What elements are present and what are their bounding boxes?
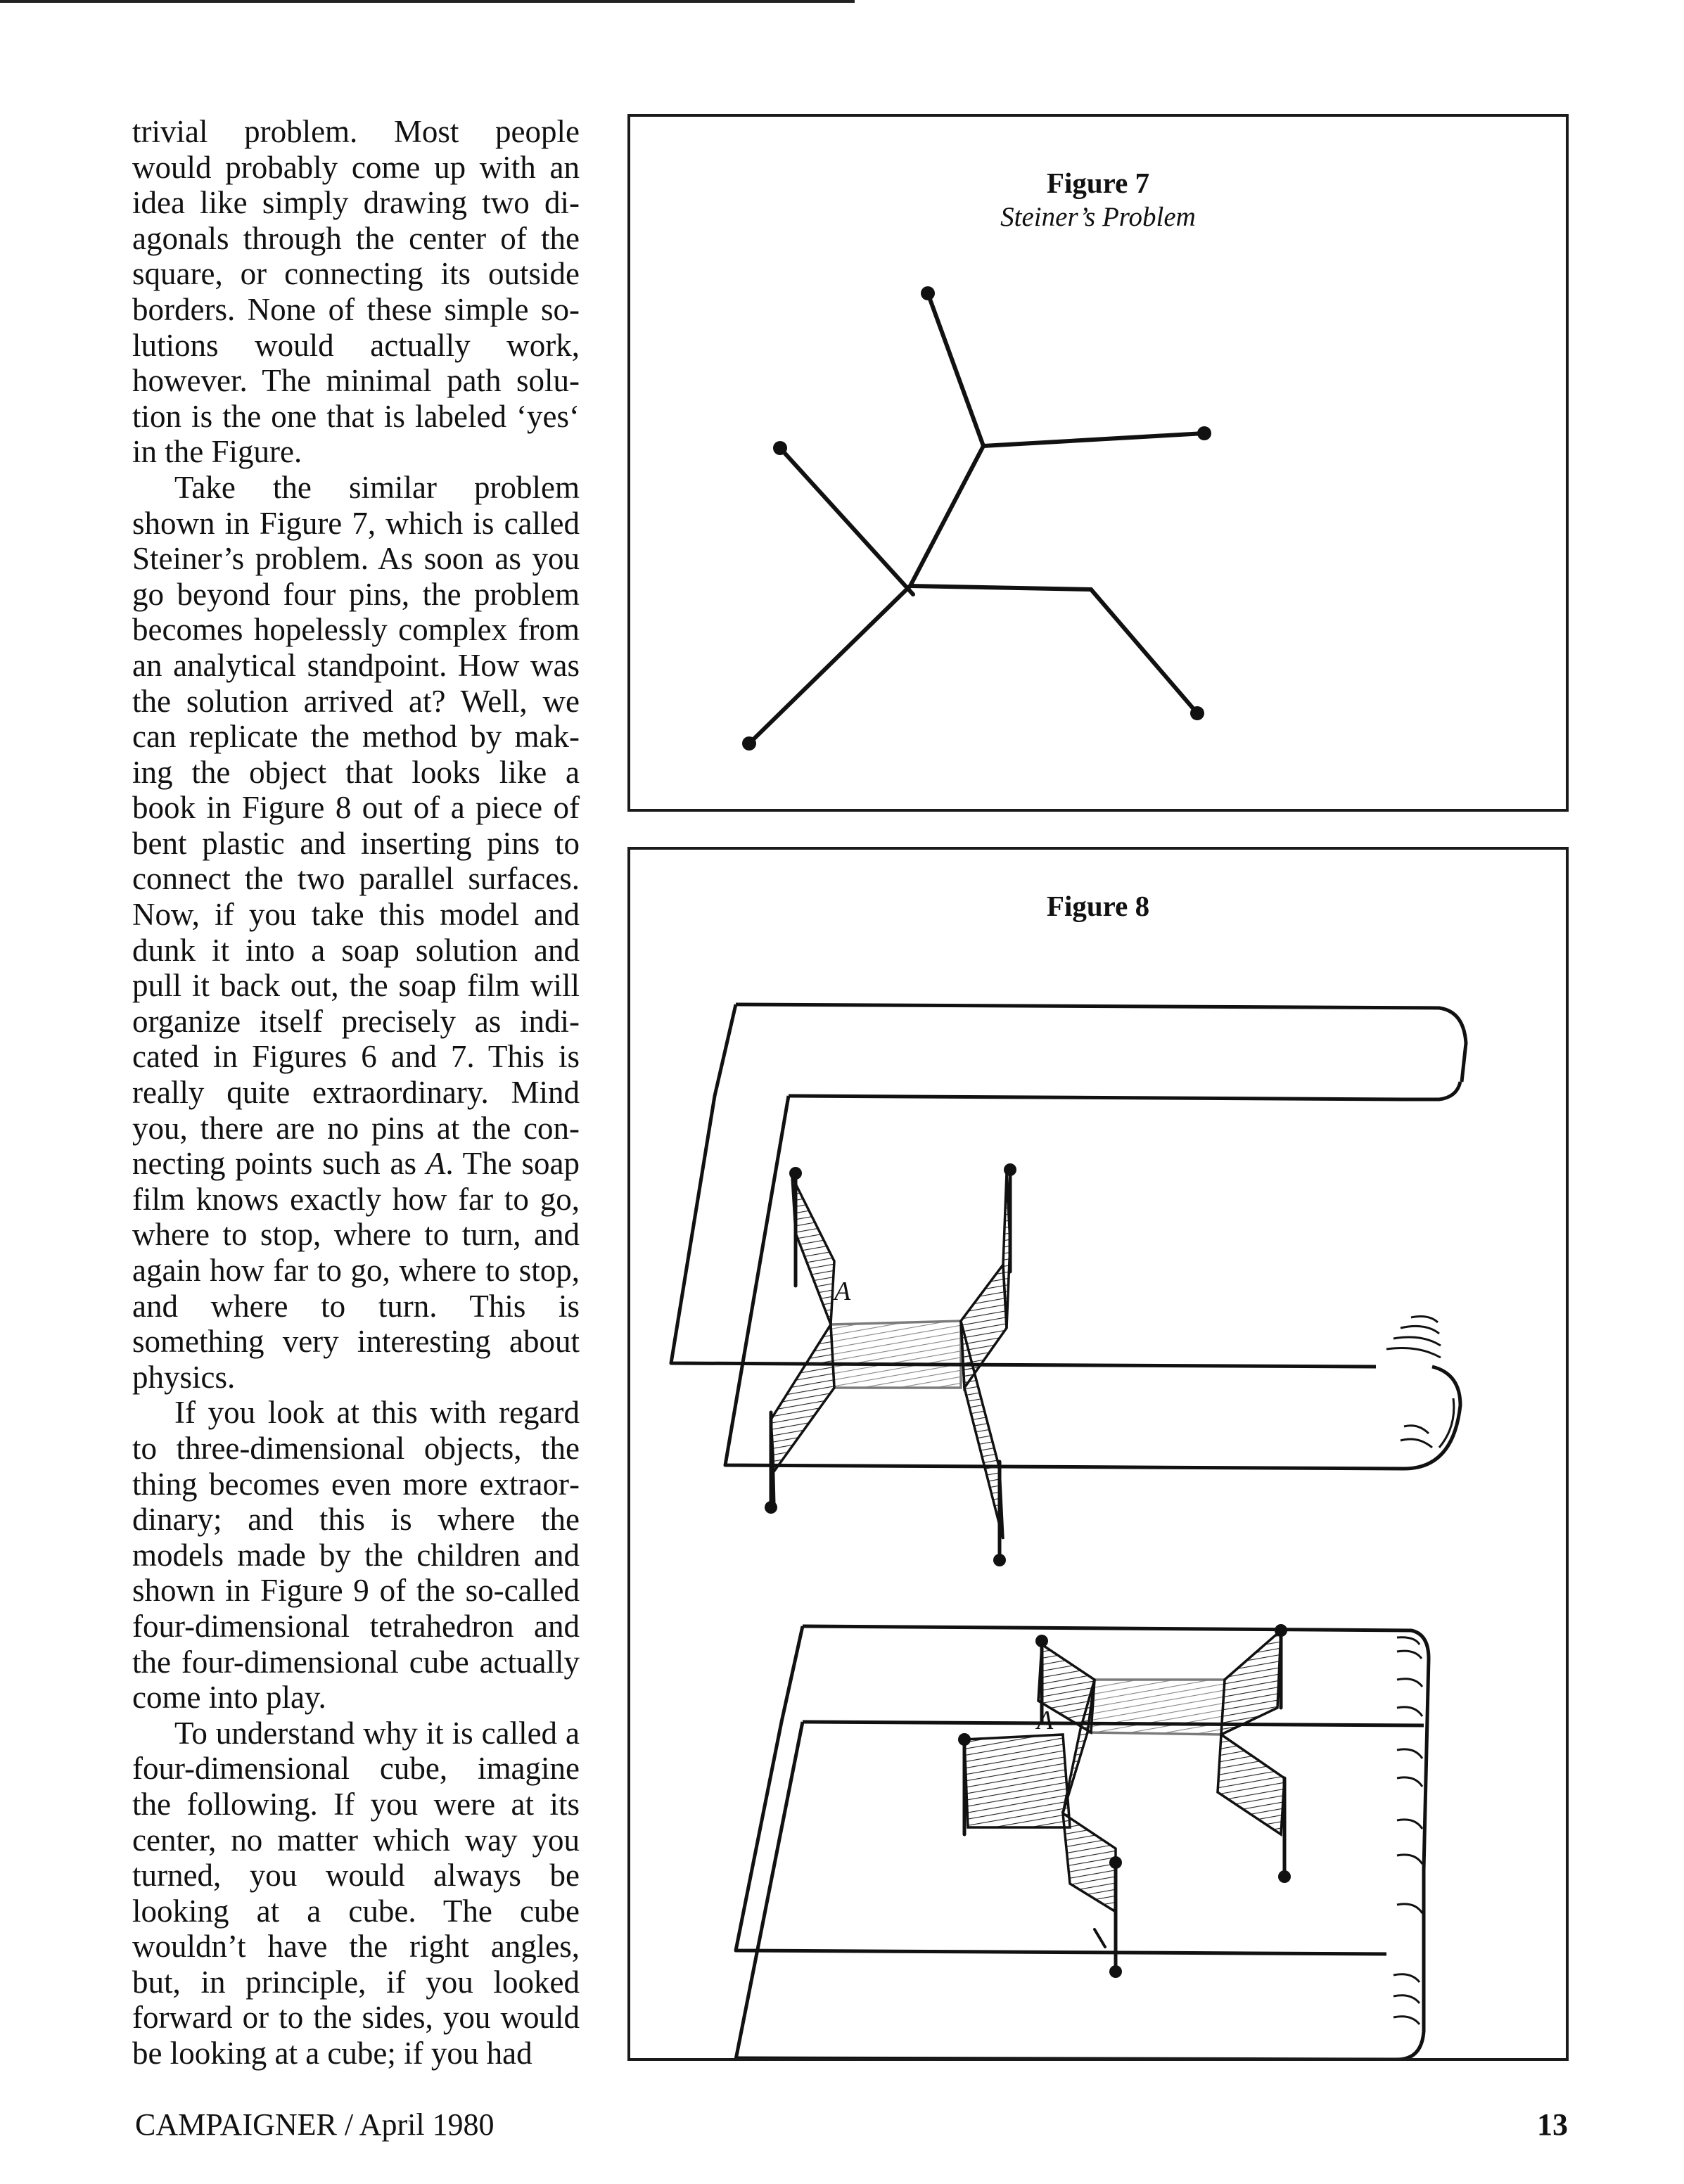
- steiner-edge: [1091, 589, 1197, 713]
- lower-back-sheet-left: [736, 1722, 803, 2058]
- film-panel-center: [831, 1321, 961, 1388]
- pin: [773, 441, 787, 455]
- paragraph-2-text: Take the similar problem shown in Figure 7, which is called Steiner’s problem. As soon as you go beyond four pins, the problem becomes hopelessly complex from an analytical standpoint. How was the solution arrived at? Well, we can replicate the method by making the object that looks like a book in Figure 8 out of a piece of bent plastic and inserting pins to connect the two parallel surfaces. Now, if you take this model and dunk it into a soap solution and pull it back out, the soap film will organize itself precisely as indicated in Figures 6 and 7. This is really quite extraordinary. Mind you, there are no pins at the connecting points such as: [132, 469, 580, 1182]
- point-a-label-lower: A: [1037, 1706, 1054, 1735]
- footer-publication: CAMPAIGNER / April 1980: [135, 2107, 495, 2142]
- top-rule: [0, 0, 855, 3]
- steiner-edge: [749, 586, 910, 743]
- pin: [742, 736, 756, 751]
- film-panel: [1218, 1735, 1284, 1834]
- soap-film-book-models: [630, 850, 1566, 2058]
- film-panel-center: [1087, 1680, 1225, 1735]
- paragraph-1: trivial problem. Most people would probably come up with an idea like simply drawing two diagonals through the center of the square, or connecting its outside borders. None of these simple solutions would actually work, however. The minimal path solution is the one that is labeled ‘yes‘ in the Figure.: [132, 114, 580, 470]
- film-panel: [964, 1735, 1070, 1827]
- back-sheet-top: [789, 1096, 1404, 1099]
- upper-sheet-top: [736, 1004, 1466, 1099]
- film-panel: [792, 1177, 834, 1324]
- paragraph-2: [132, 470, 580, 1395]
- steiner-diagram: [630, 117, 1566, 809]
- steiner-edge: [983, 433, 1204, 446]
- figure-7-title: Figure 7: [1046, 167, 1150, 199]
- film-panel: [1063, 1813, 1116, 1912]
- figure-7: [627, 114, 1569, 812]
- steiner-edge: [780, 448, 913, 594]
- figure-7-subtitle: Steiner’s Problem: [1000, 202, 1196, 232]
- footer-page-number: 13: [1537, 2107, 1568, 2142]
- steiner-edge: [928, 293, 983, 446]
- article-text: [132, 114, 580, 2071]
- steiner-edge: [910, 586, 1091, 589]
- paragraph-3: If you look at this with regard to three-dimensional objects, the thing becomes even more extraordinary; and this is where the models made by the children and shown in Figure 9 of the so-called four-dimensional tetrahedron and the four-dimensional cube actually come into play.: [132, 1395, 580, 1716]
- paragraph-2-tail: . The soap film knows exactly how far to go, where to stop, where to turn, and again how far to go, where to stop, and where to turn. This is something very interesting about physics.: [132, 1146, 580, 1395]
- steiner-edge: [910, 446, 983, 586]
- paragraph-4: To understand why it is called a four-dimensional cube, imagine the following. If you were at its center, no matter which way you turned, you would always be looking at a cube. The cube wouldn’t have the right angles, but, in principle, if you looked forward or to the sides, you would be looking at a cube; if you had: [132, 1715, 580, 2071]
- film-panel: [1221, 1630, 1281, 1735]
- figure-8-title: Figure 8: [1046, 890, 1150, 922]
- point-a-label-upper: A: [834, 1277, 851, 1306]
- pin: [1197, 426, 1211, 440]
- lower-bottom-sheet: [736, 1870, 1424, 2058]
- upper-sheet-left: [671, 1004, 1376, 1367]
- lower-upper-sheet: [803, 1626, 1429, 1870]
- figure-8: [627, 847, 1569, 2061]
- upper-book-model: [671, 1004, 1466, 1566]
- point-a-label: A: [426, 1146, 446, 1182]
- lower-book-model: [736, 1624, 1429, 2058]
- pin: [1190, 706, 1204, 720]
- film-panel: [771, 1324, 834, 1476]
- pin: [921, 286, 935, 300]
